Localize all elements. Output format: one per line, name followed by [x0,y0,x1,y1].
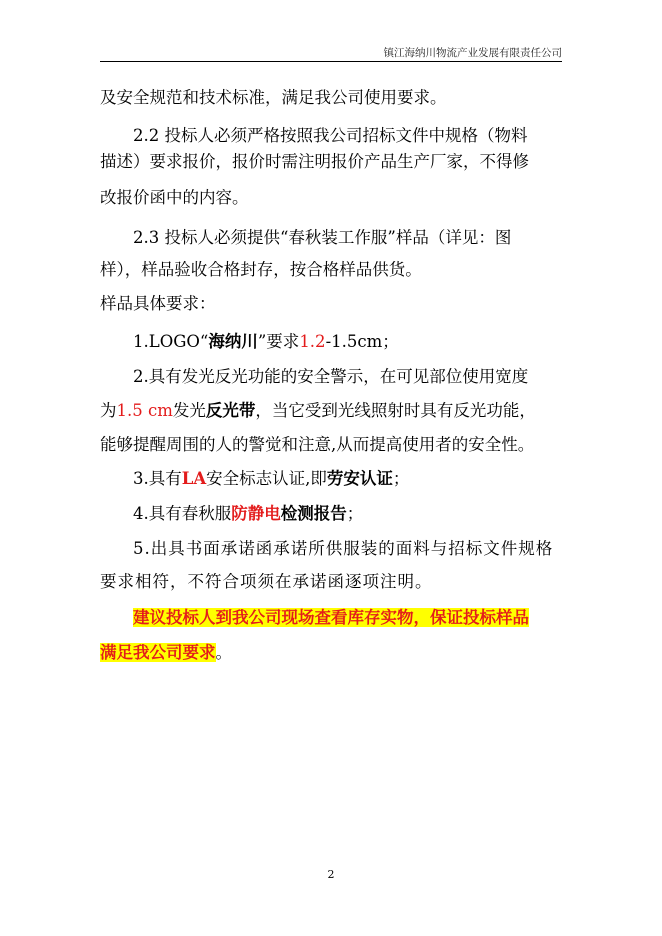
text-span: 安全标志认证,即 [206,469,327,488]
highlight-value: LA [181,469,207,488]
paragraph-line: 要求相符，不符合项须在承诺函逐项注明。 [100,572,433,591]
highlight-value: 1.2 [299,332,326,351]
text-span: 发光 [172,401,206,420]
text-span: 1.LOGO“ [133,332,209,351]
highlight-value: 防静电 [231,504,281,523]
text-span: 。 [215,643,232,662]
text-span: ，当它受到光线照射时具有反光功能， [255,401,536,420]
paragraph-line: 2.2 投标人必须严格按照我公司招标文件中规格（物料 [133,126,528,145]
requirement-item [133,467,562,491]
paragraph-line: 及安全规范和技术标准，满足我公司使用要求。 [100,88,447,107]
paragraph-line: 能够提醒周围的人的警觉和注意,从而提高使用者的安全性。 [100,435,535,454]
section-heading: 样品具体要求： [100,294,216,313]
paragraph-line [100,399,562,423]
recommendation-line [100,641,562,665]
logo-name: 海纳川 [208,332,258,351]
text-span: ”要求 [257,332,300,351]
text-span: 为 [100,401,117,420]
header-divider [100,61,562,62]
paragraph-line: 2.3 投标人必须提供“春秋装工作服”样品（详见：图 [133,228,512,247]
bold-term: 劳安认证 [326,469,393,488]
paragraph-line: 样），样品验收合格封存，按合格样品供货。 [100,260,422,279]
highlighted-text: 建议投标人到我公司现场查看库存实物，保证投标样品 [133,608,529,627]
text-span: ； [346,504,364,523]
paragraph-line: 改报价函中的内容。 [100,188,249,207]
text-span: 4.具有春秋服 [133,504,232,523]
bold-term: 检测报告 [280,504,347,523]
text-span: ； [392,469,410,488]
page-header: 镇江海纳川物流产业发展有限责任公司 [383,47,562,59]
requirement-item [133,502,562,526]
bold-term: 反光带 [205,401,256,420]
recommendation-line [133,606,562,630]
text-span: 3.具有 [133,469,182,488]
highlighted-text: 满足我公司要求 [100,643,216,662]
text-span: -1.5cm； [325,332,399,351]
highlight-value: 1.5 cm [116,401,173,420]
requirement-item [133,330,562,354]
paragraph-line: 描述）要求报价，报价时需注明报价产品生产厂家，不得修 [100,152,529,171]
requirement-item: 5.出具书面承诺函承诺所供服装的面料与招标文件规格 [133,539,554,558]
page-number: 2 [327,868,335,881]
requirement-item: 2.具有发光反光功能的安全警示，在可见部位使用宽度 [133,367,529,386]
